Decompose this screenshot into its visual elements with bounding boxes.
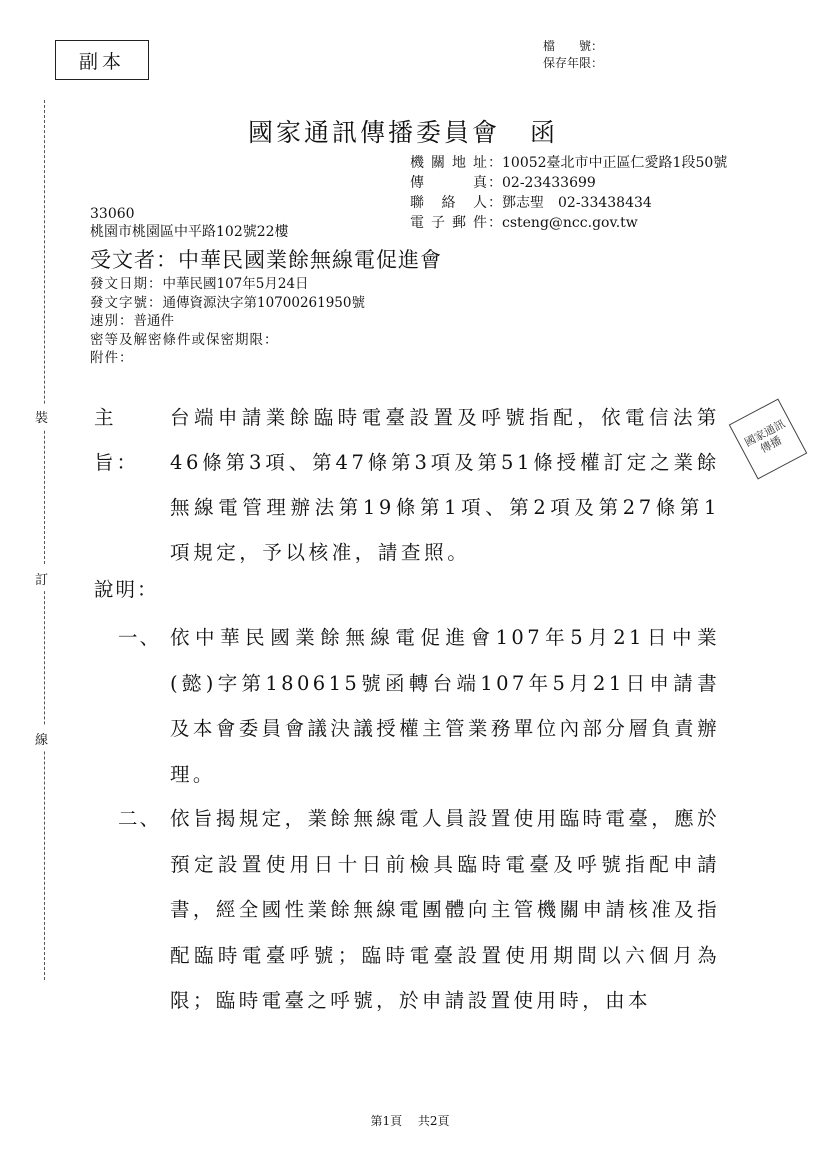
contact-block: 機關地址 ： 10052臺北市中正區仁愛路1段50號 傳 真 ： 02-23433699 聯 絡 人 ： 鄧志聖 02-33438434 電子郵件 ： csteng@ncc.gov.tw	[410, 155, 728, 231]
agency-address: 10052臺北市中正區仁愛路1段50號	[502, 155, 728, 171]
explanation-label: 說明：	[94, 578, 159, 601]
subject-text: 台端申請業餘臨時電臺設置及呼號指配，依電信法第46條第3項、第47條第3項及第51條授權訂定之業餘無線電管理辦法第19條第1項、第2項及第27條第1項規定，予以核准，請查照。	[170, 406, 720, 564]
contact-email: csteng@ncc.gov.tw	[502, 215, 638, 231]
fax-label: 傳 真	[410, 175, 488, 191]
email-label: 電子郵件	[410, 215, 488, 231]
send-date: 中華民國107年5月24日	[162, 276, 309, 292]
copy-stamp-box	[55, 40, 149, 80]
binding-mark-zhuang: 裝	[35, 404, 48, 429]
postcode: 33060	[90, 206, 135, 222]
doc-number: 通傳資源決字第10700261950號	[162, 294, 365, 311]
street-address: 桃園市桃園區中平路102號22樓	[90, 224, 289, 240]
recipient-address	[90, 205, 289, 241]
attachment-label: 附件：	[90, 350, 134, 366]
doc-type: 函	[530, 118, 559, 147]
subject-label: 主旨：	[94, 406, 140, 474]
speed-value: 普通件	[133, 313, 174, 329]
contact-person-label: 聯 絡 人	[410, 195, 488, 211]
stamp-text: 國家通訊傳播	[742, 417, 788, 456]
page-number: 第1頁	[370, 1114, 403, 1128]
file-number-label: 檔 號：	[543, 39, 604, 53]
document-title	[248, 113, 558, 149]
meta-block	[90, 275, 365, 368]
speed-label: 速別：	[90, 313, 134, 329]
number-label: 發文字號：	[90, 294, 163, 311]
recipient-line: 受文者：中華民國業餘無線電促進會	[90, 248, 442, 272]
received-stamp	[729, 398, 808, 479]
binding-mark-ding: 訂	[35, 566, 48, 591]
file-info	[543, 38, 603, 72]
secret-label: 密等及解密條件或保密期限：	[90, 331, 279, 348]
page-total: 共2頁	[417, 1114, 450, 1128]
page-footer	[0, 1112, 820, 1129]
binding-mark-xian: 線	[35, 726, 48, 751]
item-text: 依旨揭規定，業餘無線電人員設置使用臨時電臺，應於預定設置使用日十日前檢具臨時電臺及呼號指配申請書，經全國性業餘無線電團體向主管機關申請核准及指配臨時電臺呼號；臨時電臺設置使用期間以六個月為限；臨時電臺之呼號，於申請設置使用時，由本	[170, 807, 720, 1012]
copy-label: 副本	[78, 50, 125, 73]
item-number: 一、	[118, 626, 162, 649]
contact-person: 鄧志聖 02-33438434	[502, 195, 652, 211]
fax-number: 02-23433699	[502, 175, 596, 191]
address-label: 機關地址	[410, 155, 488, 171]
org-name: 國家通訊傳播委員會	[248, 118, 501, 147]
binding-line	[44, 100, 45, 980]
date-label: 發文日期：	[90, 276, 163, 292]
item-text: 依中華民國業餘無線電促進會107年5月21日中業(懿)字第180615號函轉台端107年5月21日申請書及本會委員會議決議授權主管業務單位內部分層負責辦理。	[170, 626, 720, 786]
item-number: 二、	[118, 807, 162, 830]
retention-label: 保存年限：	[543, 56, 604, 70]
